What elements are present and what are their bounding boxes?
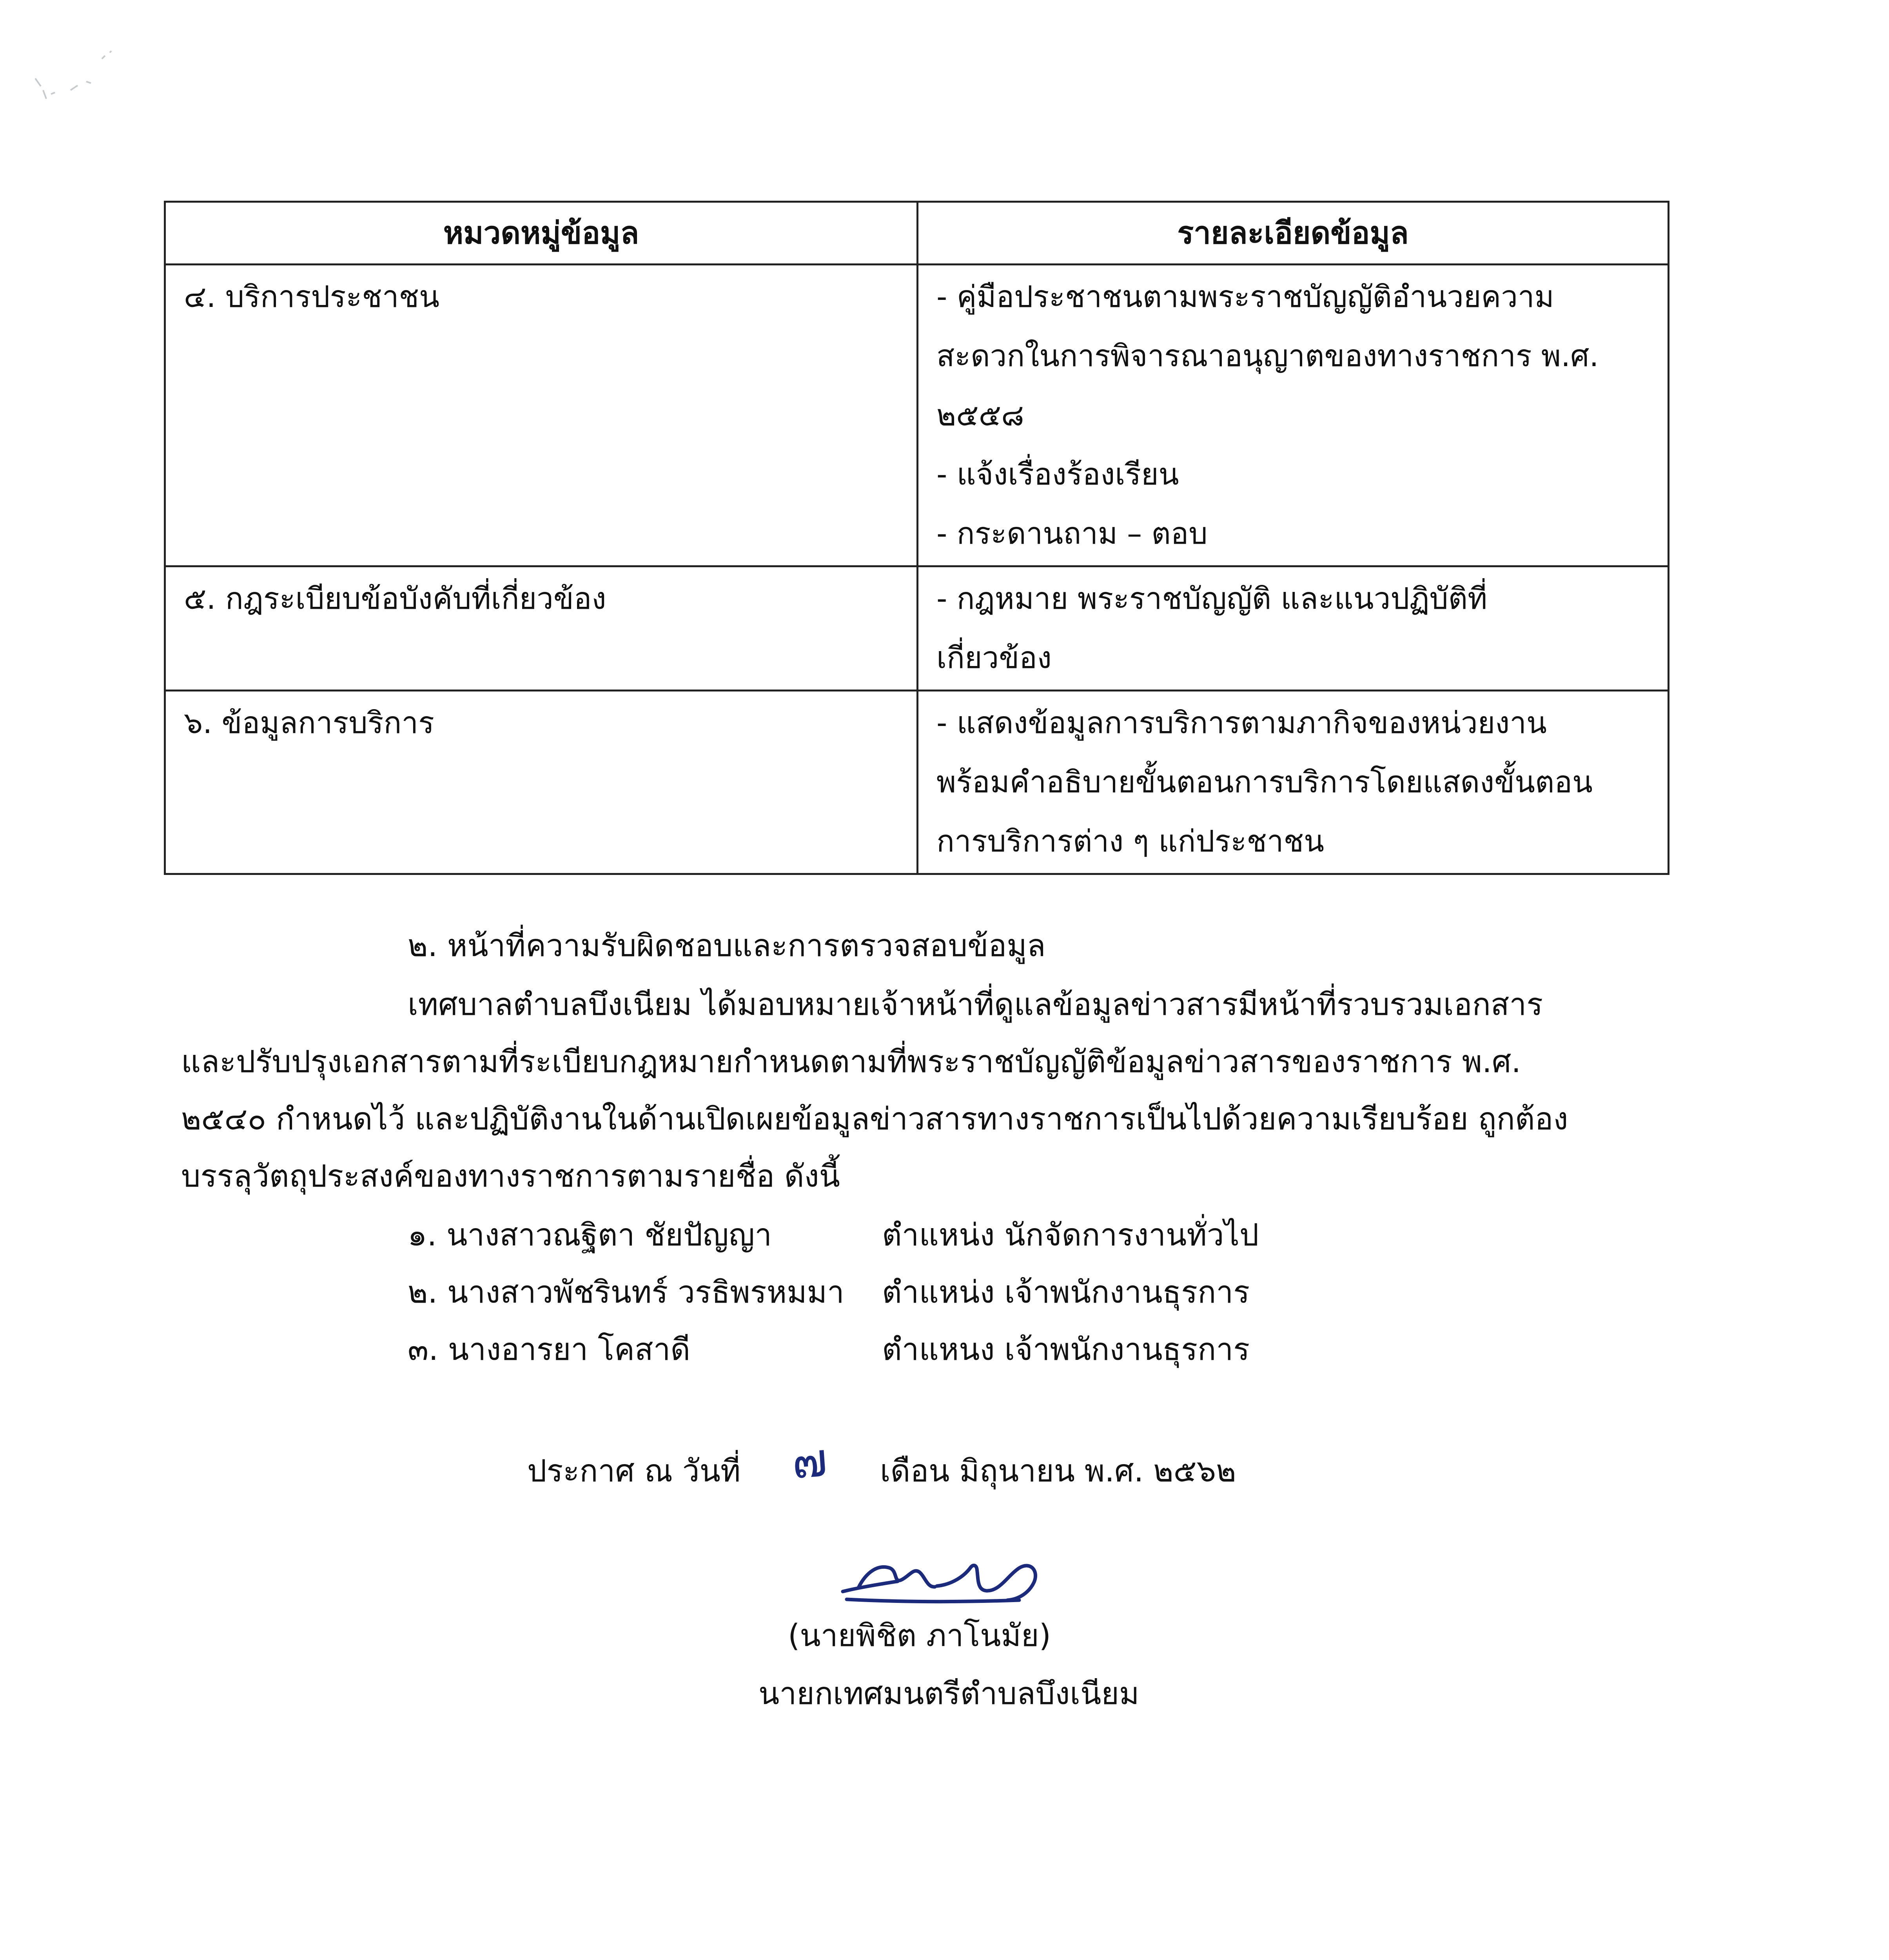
staff-name: ๒. นางสาวพัชรินทร์ วรธิพรหมมา bbox=[408, 1275, 844, 1310]
detail-line: - แสดงข้อมูลการบริการตามภากิจของหน่วยงาน bbox=[936, 705, 1547, 740]
detail-line: ๒๕๕๘ bbox=[936, 397, 1024, 432]
detail-line: - กระดานถาม – ตอบ bbox=[936, 516, 1208, 551]
announcement-prefix: ประกาศ ณ วันที่ bbox=[527, 1454, 741, 1489]
staff-name: ๓. นางอารยา โคสาดี bbox=[408, 1332, 691, 1367]
section-heading: ๒. หน้าที่ความรับผิดชอบและการตรวจสอบข้อมูล bbox=[408, 928, 1046, 964]
detail-line: - แจ้งเรื่องร้องเรียน bbox=[936, 457, 1179, 492]
detail-line: การบริการต่าง ๆ แก่ประชาชน bbox=[936, 824, 1325, 858]
header-details: รายละเอียดข้อมูล bbox=[918, 202, 1669, 265]
row-category: ๖. ข้อมูลการบริการ bbox=[165, 691, 918, 874]
information-category-table bbox=[164, 201, 1669, 875]
scan-specks bbox=[27, 35, 129, 129]
staff-position: ตำแหน่ง นักจัดการงานทั่วไป bbox=[882, 1218, 1259, 1253]
paragraph-line: ๒๕๔๐ กำหนดไว้ และปฏิบัติงานในด้านเปิดเผยข้อมูลข่าวสารทางราชการเป็นไปด้วยความเรียบร้อย ถูกต้อง bbox=[181, 1102, 1568, 1137]
detail-line: พร้อมคำอธิบายขั้นตอนการบริการโดยแสดงขั้นตอน bbox=[936, 764, 1593, 799]
staff-position: ตำแหน่ง เจ้าพนักงานธุรการ bbox=[882, 1275, 1250, 1310]
paragraph-line: และปรับปรุงเอกสารตามที่ระเบียบกฎหมายกำหนดตามที่พระราชบัญญัติข้อมูลข่าวสารของราชการ พ.ศ. bbox=[181, 1044, 1521, 1080]
signatory-title: นายกเทศมนตรีตำบลบึงเนียม bbox=[759, 1676, 1140, 1711]
table-row bbox=[165, 265, 1669, 566]
detail-line: - คู่มือประชาชนตามพระราชบัญญัติอำนวยความ bbox=[936, 279, 1554, 314]
handwritten-day: ๗ bbox=[790, 1433, 829, 1490]
detail-line: สะดวกในการพิจารณาอนุญาตของทางราชการ พ.ศ. bbox=[936, 338, 1599, 373]
paragraph-line: บรรลุวัตถุประสงค์ของทางราชการตามรายชื่อ ดังนี้ bbox=[181, 1159, 840, 1194]
signature bbox=[835, 1541, 1047, 1611]
detail-line: - กฎหมาย พระราชบัญญัติ และแนวปฏิบัติที่ bbox=[936, 581, 1488, 616]
table-header-row bbox=[165, 202, 1669, 265]
table-row bbox=[165, 691, 1669, 874]
row-details bbox=[918, 566, 1669, 691]
table-row bbox=[165, 566, 1669, 691]
signatory-name: (นายพิชิต ภาโนมัย) bbox=[788, 1618, 1051, 1653]
detail-line: เกี่ยวข้อง bbox=[936, 640, 1052, 675]
row-category: ๔. บริการประชาชน bbox=[165, 265, 918, 566]
announcement-month-year: เดือน มิถุนายน พ.ศ. ๒๕๖๒ bbox=[880, 1454, 1236, 1489]
paragraph-line: เทศบาลตำบลบึงเนียม ได้มอบหมายเจ้าหน้าที่ดูแลข้อมูลข่าวสารมีหน้าที่รวบรวมเอกสาร bbox=[408, 987, 1543, 1022]
row-details bbox=[918, 265, 1669, 566]
row-details bbox=[918, 691, 1669, 874]
staff-name: ๑. นางสาวณฐิตา ชัยปัญญา bbox=[408, 1218, 772, 1253]
staff-position: ตำแหนง เจ้าพนักงานธุรการ bbox=[882, 1332, 1250, 1367]
header-category: หมวดหมู่ข้อมูล bbox=[165, 202, 918, 265]
row-category: ๕. กฎระเบียบข้อบังคับที่เกี่ยวข้อง bbox=[165, 566, 918, 691]
